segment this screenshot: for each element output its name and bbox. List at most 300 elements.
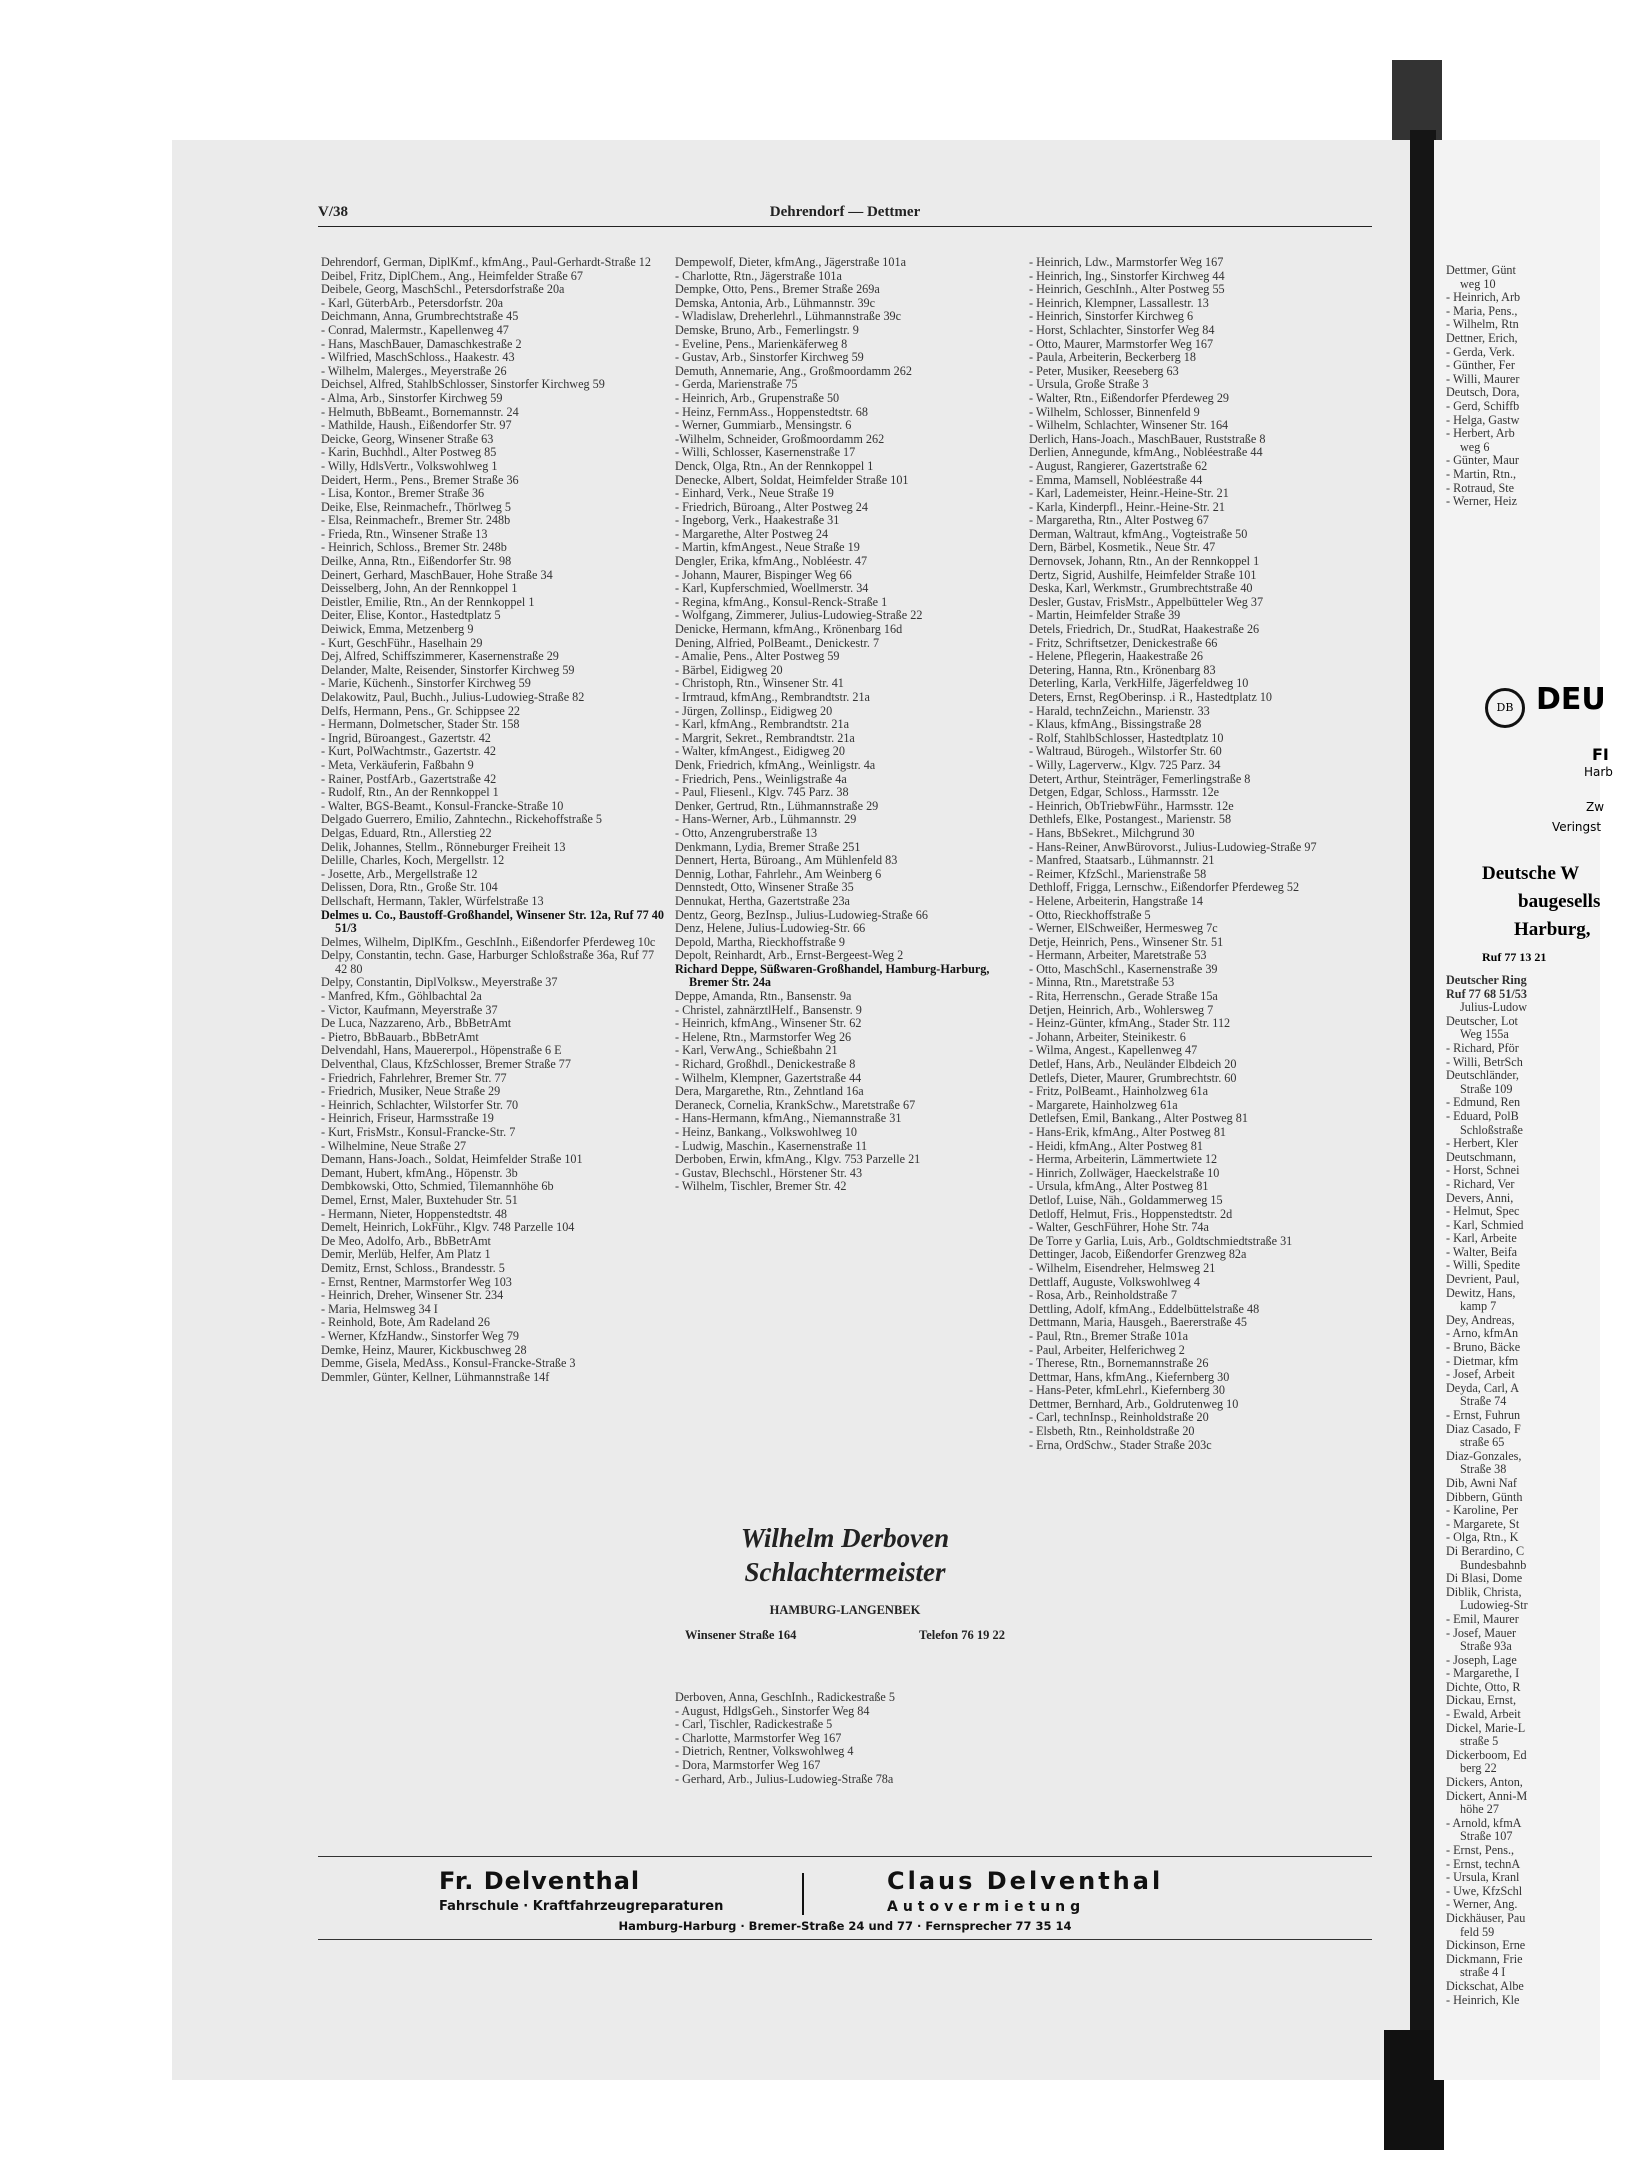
directory-entry: Delfs, Hermann, Pens., Gr. Schippsee 22	[321, 703, 521, 718]
directory-entry: Dethlefs, Elke, Postangest., Marienstr. 58	[1029, 812, 1232, 827]
directory-entry: - Margarete, Hainholzweg 61a	[1029, 1097, 1178, 1112]
book-gutter	[1410, 130, 1436, 2090]
directory-entry: Detlefs, Dieter, Maurer, Grumbrechtstr. 60	[1029, 1070, 1237, 1085]
db-logo-icon: DB	[1485, 688, 1525, 728]
directory-entry: Depold, Martha, Rieckhoffstraße 9	[675, 934, 846, 949]
facing-entry: Straße 107	[1460, 1829, 1513, 1844]
facing-entry: - Horst, Schnei	[1446, 1163, 1520, 1178]
directory-entry: Denz, Helene, Julius-Ludowieg-Str. 66	[675, 921, 866, 936]
directory-entry: Denker, Gertrud, Rtn., Lühmannstraße 29	[675, 798, 879, 813]
directory-entry: - Christoph, Rtn., Winsener Str. 41	[675, 676, 844, 691]
directory-entry: - Fritz, PolBeamt., Hainholzweg 61a	[1029, 1084, 1209, 1099]
directory-entry: - Karin, Buchhdl., Alter Postweg 85	[321, 445, 497, 460]
facing-entry: - Gerda, Verk.	[1446, 344, 1515, 359]
directory-entry: Dennstedt, Otto, Winsener Straße 35	[675, 880, 854, 895]
facing-entry: - Margarete, St	[1446, 1516, 1520, 1531]
directory-entry: - Wolfgang, Zimmerer, Julius-Ludowieg-Straße 22	[675, 608, 923, 623]
facing-entry: Dibbern, Günth	[1446, 1489, 1523, 1504]
directory-entry: - Minna, Rtn., Maretstraße 53	[1029, 975, 1175, 990]
directory-entry: - Heinrich, Schlachter, Wilstorfer Str. 70	[321, 1097, 519, 1112]
facing-entry: Dettmer, Günt	[1446, 263, 1516, 277]
facing-ad-title: DEU	[1536, 682, 1606, 717]
directory-entry: - Walter, kfmAngest., Eidigweg 20	[675, 744, 845, 759]
facing-entry: Ludowieg-Str	[1460, 1598, 1528, 1613]
directory-entry: Derman, Waltraut, kfmAng., Vogteistraße 50	[1029, 526, 1248, 541]
directory-entry: - Heinrich, GeschInh., Alter Postweg 55	[1029, 282, 1225, 297]
facing-page-column-bottom	[1446, 974, 1606, 2007]
facing-entry: Devrient, Paul,	[1446, 1272, 1520, 1287]
facing-ad-line: Zw	[1586, 800, 1605, 814]
facing-ad-line: FI	[1592, 745, 1609, 764]
directory-entry: Demel, Ernst, Maler, Buxtehuder Str. 51	[321, 1192, 518, 1207]
directory-entry: - Helene, Rtn., Marmstorfer Weg 26	[675, 1029, 852, 1044]
directory-entry: Derboben, Erwin, kfmAng., Klgv. 753 Parzelle 21	[675, 1152, 921, 1167]
facing-entry: Deutschländer,	[1446, 1068, 1519, 1083]
ad-trade: Schlachtermeister	[744, 1557, 946, 1587]
directory-entry: - Friedrich, Fahrlehrer, Bremer Str. 77	[321, 1070, 507, 1085]
facing-entry: - Gerd, Schiffb	[1446, 398, 1520, 413]
directory-entry: Deistler, Emilie, Rtn., An der Rennkoppel 1	[321, 594, 535, 609]
facing-entry: - Olga, Rtn., K	[1446, 1530, 1519, 1545]
directory-entry: - Ernst, Rentner, Marmstorfer Weg 103	[321, 1274, 512, 1289]
facing-entry: straße 65	[1460, 1435, 1505, 1450]
directory-entry: Deska, Karl, Werkmstr., Grumbrechtstraße 40	[1029, 581, 1253, 596]
directory-entry: Delille, Charles, Koch, Mergellstr. 12	[321, 853, 505, 868]
directory-entry: - Hermann, Arbeiter, Maretstraße 53	[1029, 948, 1207, 963]
facing-entry: - Arno, kfmAn	[1446, 1326, 1519, 1341]
facing-entry: Diaz-Gonzales,	[1446, 1448, 1522, 1463]
facing-entry: - Heinrich, Kle	[1446, 1992, 1520, 2007]
facing-entry: - Helmut, Spec	[1446, 1204, 1520, 1219]
directory-entry: - Paul, Arbeiter, Helferichweg 2	[1029, 1342, 1185, 1357]
facing-entry: Dickschat, Albe	[1446, 1978, 1524, 1993]
facing-entry: höhe 27	[1460, 1802, 1499, 1817]
directory-entry: - Horst, Schlachter, Sinstorfer Weg 84	[1029, 322, 1215, 337]
directory-entry: - Hans, BbSekret., Milchgrund 30	[1029, 825, 1195, 840]
directory-entry: - Wilhelmine, Neue Straße 27	[321, 1138, 467, 1153]
directory-entry: Demmler, Günter, Kellner, Lühmannstraße 14f	[321, 1369, 550, 1384]
directory-entry: - Wilhelm, Tischler, Bremer Str. 42	[675, 1179, 847, 1194]
directory-entry: - Frieda, Rtn., Winsener Straße 13	[321, 526, 488, 541]
directory-entry: Deraneck, Cornelia, KrankSchw., Maretstraße 67	[675, 1097, 916, 1112]
directory-entry: - Heidi, kfmAng., Alter Postweg 81	[1029, 1138, 1203, 1153]
facing-entry: - Bruno, Bäcke	[1446, 1340, 1521, 1355]
directory-entry: - Karl, kfmAng., Rembrandtstr. 21a	[675, 717, 849, 732]
directory-entry: Detlefsen, Emil, Bankang., Alter Postweg 81	[1029, 1111, 1248, 1126]
facing-entry: Dickhäuser, Pau	[1446, 1910, 1526, 1925]
facing-entry: - Willi, BetrSch	[1446, 1054, 1523, 1069]
facing-entry: - Josef, Mauer	[1446, 1625, 1517, 1640]
directory-entry: Dembkowski, Otto, Schmied, Tilemannhöhe 6b	[321, 1179, 554, 1194]
facing-entry: - Richard, Pför	[1446, 1040, 1519, 1055]
facing-entry: - Rotraud, Ste	[1446, 480, 1515, 495]
directory-entry: - Otto, Rieckhoffstraße 5	[1029, 907, 1151, 922]
facing-entry: Deutschmann,	[1446, 1149, 1517, 1164]
directory-entry: - Willy, Lagerverw., Klgv. 725 Parz. 34	[1029, 757, 1221, 772]
directory-entry: Demant, Hubert, kfmAng., Höpenstr. 3b	[321, 1165, 518, 1180]
directory-entry: Derlien, Annegunde, kfmAng., Nobléestraße 44	[1029, 445, 1263, 460]
directory-entry: Delgas, Eduard, Rtn., Allerstieg 22	[321, 825, 492, 840]
facing-entry: Straße 93a	[1460, 1639, 1512, 1654]
facing-entry: - Josef, Arbeit	[1446, 1367, 1515, 1382]
facing-entry: - Karoline, Per	[1446, 1503, 1519, 1518]
facing-entry: Deyda, Carl, A	[1446, 1380, 1520, 1395]
directory-entry: Deidert, Herm., Pens., Bremer Straße 36	[321, 472, 519, 487]
directory-entry: - Heinz, Bankang., Volkswohlweg 10	[675, 1125, 858, 1139]
ad-delventhal	[318, 1856, 1372, 1940]
directory-entry: - Wilhelm, Schlosser, Binnenfeld 9	[1029, 404, 1200, 419]
directory-entry: De Meo, Adolfo, Arb., BbBetrAmt	[321, 1233, 491, 1248]
directory-entry: - Johann, Maurer, Bispinger Weg 66	[675, 567, 852, 582]
directory-entry: - Herma, Arbeiterin, Lämmertwiete 12	[1029, 1152, 1218, 1167]
directory-column-2-continued	[675, 1691, 1019, 1841]
directory-entry: - Werner, ElSchweißer, Hermesweg 7c	[1029, 921, 1218, 936]
directory-entry: - Werner, Gummiarb., Mensingstr. 6	[675, 418, 852, 433]
ad-right-subtitle: Autovermietung	[887, 1899, 1086, 1915]
directory-entry: - Hans-Werner, Arb., Lühmannstr. 29	[675, 812, 857, 827]
directory-entry: - Karl, VerwAng., Schießbahn 21	[675, 1043, 838, 1058]
directory-entry: - Heinrich, Sinstorfer Kirchweg 6	[1029, 309, 1194, 324]
directory-entry: - Friedrich, Pens., Weinligstraße 4a	[675, 771, 847, 786]
directory-entry: - Alma, Arb., Sinstorfer Kirchweg 59	[321, 390, 503, 405]
facing-entry: Dickinson, Erne	[1446, 1938, 1526, 1953]
directory-entry: Demke, Heinz, Maurer, Kickbuschweg 28	[321, 1342, 527, 1357]
directory-entry: Demir, Merlüb, Helfer, Am Platz 1	[321, 1247, 491, 1262]
facing-page-column-top	[1446, 264, 1606, 509]
directory-entry: Dettmar, Hans, kfmAng., Kiefernberg 30	[1029, 1369, 1230, 1384]
ad-left-title: Fr. Delventhal	[439, 1867, 641, 1895]
directory-entry: - Werner, KfzHandw., Sinstorfer Weg 79	[321, 1328, 520, 1343]
directory-entry: Deike, Else, Reinmachefr., Thörlweg 5	[321, 499, 511, 514]
directory-entry: Detert, Arthur, Steinträger, Femerlingstraße 8	[1029, 771, 1251, 786]
facing-entry: Dib, Awni Naf	[1446, 1475, 1517, 1490]
directory-entry: - Dora, Marmstorfer Weg 167	[675, 1757, 821, 1772]
facing-entry: Deutscher Ring	[1446, 973, 1527, 987]
facing-entry: - Willi, Spedite	[1446, 1258, 1521, 1273]
directory-entry: - Kurt, GeschFühr., Haselhain 29	[321, 635, 483, 650]
directory-entry: - Ursula, Große Straße 3	[1029, 377, 1149, 392]
directory-entry: - Hinrich, Zollwäger, Haeckelstraße 10	[1029, 1165, 1220, 1180]
directory-entry: - Charlotte, Rtn., Jägerstraße 101a	[675, 268, 842, 283]
directory-entry: Detje, Heinrich, Pens., Winsener Str. 51	[1029, 934, 1224, 949]
directory-entry: Dentz, Georg, BezInsp., Julius-Ludowieg-Straße 66	[675, 907, 928, 922]
facing-ad-line: Harb	[1584, 765, 1613, 779]
directory-entry: - Paul, Fliesenl., Klgv. 745 Parz. 38	[675, 785, 849, 800]
directory-entry: Deppe, Amanda, Rtn., Bansenstr. 9a	[675, 989, 852, 1004]
facing-entry: - Willi, Maurer	[1446, 371, 1520, 386]
directory-entry: - Gerda, Marienstraße 75	[675, 377, 798, 392]
facing-entry: Straße 74	[1460, 1394, 1507, 1409]
directory-entry: - Peter, Musiker, Reeseberg 63	[1029, 363, 1179, 378]
directory-entry: - Karla, Kinderpfl., Heinr.-Heine-Str. 21	[1029, 499, 1225, 514]
directory-entry: - Helmuth, BbBeamt., Bornemannstr. 24	[321, 404, 519, 419]
directory-entry: - Paul, Rtn., Bremer Straße 101a	[1029, 1328, 1189, 1343]
facing-entry: - Ernst, Pens.,	[1446, 1843, 1515, 1857]
directory-entry: Delander, Malte, Reisender, Sinstorfer Kirchweg 59	[321, 662, 575, 677]
directory-entry: - Wilfried, MaschSchloss., Haakestr. 43	[321, 350, 515, 365]
directory-entry: - Wilhelm, Schlachter, Winsener Str. 164	[1029, 418, 1229, 433]
directory-entry: Delmes u. Co., Baustoff-Großhandel, Winsener Str. 12a, Ruf 77 40 51/3	[321, 907, 664, 936]
directory-entry: Deibele, Georg, MaschSchl., Petersdorfstraße 20a	[321, 282, 565, 297]
directory-entry: - Heinz, FernmAss., Hoppenstedtstr. 68	[675, 404, 868, 419]
facing-entry: - Ursula, Kranl	[1446, 1870, 1520, 1885]
facing-entry: - Herbert, Kler	[1446, 1136, 1519, 1151]
facing-entry: weg 10	[1460, 276, 1496, 291]
directory-entry: Demska, Antonia, Arb., Lühmannstr. 39c	[675, 295, 876, 310]
ad-name: Wilhelm Derboven	[740, 1523, 950, 1553]
facing-entry: Schloßstraße	[1460, 1122, 1523, 1137]
ad-right-title: Claus Delventhal	[887, 1867, 1164, 1895]
directory-entry: - Wilma, Angest., Kapellenweg 47	[1029, 1043, 1198, 1058]
directory-entry: - Ursula, kfmAng., Alter Postweg 81	[1029, 1179, 1209, 1194]
directory-entry: Delik, Johannes, Stellm., Rönneburger Freiheit 13	[321, 839, 566, 854]
directory-entry: - Willy, HdlsVertr., Volkswohlweg 1	[321, 458, 498, 473]
directory-entry: - Rainer, PostfArb., Gazertstraße 42	[321, 771, 497, 786]
directory-entry: - Hans-Hermann, kfmAng., Niemannstraße 31	[675, 1111, 902, 1126]
directory-entry: - Hermann, Nieter, Hoppenstedtstr. 48	[321, 1206, 508, 1221]
facing-entry: - Werner, Heiz	[1446, 494, 1518, 509]
facing-entry: Dickert, Anni-M	[1446, 1788, 1528, 1803]
directory-entry: - Regina, kfmAng., Konsul-Renck-Straße 1	[675, 594, 888, 609]
directory-entry: - Heinrich, Dreher, Winsener Str. 234	[321, 1288, 504, 1303]
directory-entry: - Hans, MaschBauer, Damaschkestraße 2	[321, 336, 522, 351]
facing-entry: Dickmann, Frie	[1446, 1951, 1523, 1966]
facing-entry: - Werner, Ang.	[1446, 1897, 1518, 1912]
directory-column-1	[321, 256, 665, 1836]
directory-entry: - Margarethe, Alter Postweg 24	[675, 526, 829, 541]
facing-ad-line: Veringst	[1552, 820, 1602, 834]
facing-entry: Dichte, Otto, R	[1446, 1679, 1521, 1694]
facing-entry: - Uwe, KfzSchl	[1446, 1883, 1523, 1898]
facing-entry: Dettner, Erich,	[1446, 330, 1518, 345]
directory-entry: Deterling, Karla, VerkHilfe, Jägerfeldweg 10	[1029, 676, 1249, 691]
directory-entry: Desler, Gustav, FrisMstr., Appelbütteler Weg 37	[1029, 594, 1264, 609]
directory-entry: - Maria, Helmsweg 34 I	[321, 1301, 438, 1316]
directory-entry: - Walter, BGS-Beamt., Konsul-Francke-Straße 10	[321, 798, 564, 813]
directory-entry: - Gustav, Arb., Sinstorfer Kirchweg 59	[675, 350, 864, 365]
directory-entry: - Jürgen, Zollinsp., Eidigweg 20	[675, 703, 833, 718]
directory-entry: - Meta, Verkäuferin, Faßbahn 9	[321, 757, 474, 772]
directory-entry: Dettling, Adolf, kfmAng., Eddelbüttelstraße 48	[1029, 1301, 1260, 1316]
directory-entry: - Martin, kfmAngest., Neue Straße 19	[675, 540, 860, 555]
directory-entry: - Karl, Lademeister, Heinr.-Heine-Str. 21	[1029, 486, 1229, 501]
directory-entry: - Wilhelm, Malerges., Meyerstraße 26	[321, 363, 507, 378]
directory-entry: - Ingrid, Büroangest., Gazertstr. 42	[321, 730, 491, 745]
directory-entry: Dej, Alfred, Schiffszimmerer, Kasernenstraße 29	[321, 649, 559, 664]
directory-entry: - Josette, Arb., Mergellstraße 12	[321, 866, 478, 881]
directory-entry: - Walter, GeschFührer, Hohe Str. 74a	[1029, 1220, 1209, 1235]
directory-entry: Demann, Hans-Joach., Soldat, Heimfelder Straße 101	[321, 1152, 583, 1167]
directory-entry: - Heinrich, Ldw., Marmstorfer Weg 167	[1029, 255, 1224, 269]
directory-entry: Detlof, Luise, Näh., Goldammerweg 15	[1029, 1192, 1223, 1207]
directory-entry: - Therese, Rtn., Bornemannstraße 26	[1029, 1356, 1209, 1371]
directory-entry: Richard Deppe, Süßwaren-Großhandel, Hamburg-Harburg, Bremer Str. 24a	[675, 961, 990, 990]
directory-entry: - Klaus, kfmAng., Bissingstraße 28	[1029, 717, 1202, 732]
directory-entry: - Hans-Reiner, AnwBürovorst., Julius-Ludowieg-Straße 97	[1029, 839, 1317, 854]
directory-entry: Deters, Ernst, RegOberinsp. .i R., Hastedtplatz 10	[1029, 690, 1273, 704]
directory-entry: - Manfred, Kfm., Göhlbachtal 2a	[321, 989, 482, 1004]
facing-entry: straße 4 I	[1460, 1965, 1506, 1980]
facing-entry: - Ewald, Arbeit	[1446, 1707, 1521, 1722]
page-number: V/38	[318, 204, 348, 220]
directory-entry: - Paula, Arbeiterin, Beckerberg 18	[1029, 350, 1196, 365]
directory-entry: Derboven, Anna, GeschInh., Radickestraße 5	[675, 1690, 895, 1704]
facing-entry: - Ernst, Fuhrun	[1446, 1408, 1521, 1422]
directory-entry: Derlich, Hans-Joach., MaschBauer, Ruststraße 8	[1029, 431, 1266, 446]
directory-entry: Detering, Hanna, Rtn., Krönenbarg 83	[1029, 662, 1216, 677]
directory-entry: Deilke, Anna, Rtn., Eißendorfer Str. 98	[321, 554, 512, 569]
facing-entry: - Günther, Fer	[1446, 358, 1515, 373]
directory-entry: Dern, Bärbel, Kosmetik., Neue Str. 47	[1029, 540, 1216, 555]
directory-entry: Deinert, Gerhard, MaschBauer, Hohe Straße 34	[321, 567, 553, 582]
directory-entry: - Pietro, BbBauarb., BbBetrAmt	[321, 1029, 479, 1044]
facing-entry: - Günter, Maur	[1446, 453, 1519, 468]
facing-entry: - Maria, Pens.,	[1446, 303, 1518, 318]
directory-entry: - Hermann, Dolmetscher, Stader Str. 158	[321, 717, 520, 732]
directory-entry: - Heinrich, Schloss., Bremer Str. 248b	[321, 540, 507, 555]
facing-entry: Dewitz, Hans,	[1446, 1285, 1516, 1300]
directory-entry: - Ingeborg, Verk., Haakestraße 31	[675, 513, 840, 528]
directory-entry: - Rita, Herrenschn., Gerade Straße 15a	[1029, 989, 1218, 1004]
directory-entry: Dera, Margarethe, Rtn., Zehntland 16a	[675, 1084, 864, 1099]
facing-entry: Straße 109	[1460, 1081, 1513, 1096]
directory-entry: - Gerhard, Arb., Julius-Ludowieg-Straße 78a	[675, 1771, 894, 1786]
directory-entry: - Elsbeth, Rtn., Reinholdstraße 20	[1029, 1424, 1195, 1439]
facing-entry: straße 5	[1460, 1734, 1499, 1749]
facing-entry: Straße 38	[1460, 1462, 1507, 1477]
directory-entry: Dettmann, Maria, Hausgeh., Baererstraße 45	[1029, 1315, 1247, 1330]
directory-entry: - Rolf, StahlbSchlosser, Hastedtplatz 10	[1029, 730, 1224, 745]
directory-entry: Denck, Olga, Rtn., An der Rennkoppel 1	[675, 458, 874, 473]
directory-entry: Depolt, Reinhardt, Arb., Ernst-Bergeest-Weg 2	[675, 948, 904, 963]
directory-entry: Delventhal, Claus, KfzSchlosser, Bremer Straße 77	[321, 1057, 571, 1072]
directory-entry: - Margaretha, Rtn., Alter Postweg 67	[1029, 513, 1209, 528]
directory-entry: - Fritz, Schriftsetzer, Denickestraße 66	[1029, 635, 1218, 650]
facing-entry: Di Blasi, Dome	[1446, 1571, 1523, 1586]
directory-entry: - Bärbel, Eidigweg 20	[675, 662, 783, 677]
directory-entry: - Heinrich, Friseur, Harmsstraße 19	[321, 1111, 494, 1126]
facing-entry: - Karl, Arbeite	[1446, 1231, 1517, 1246]
directory-entry: Dertz, Sigrid, Aushilfe, Heimfelder Straße 101	[1029, 567, 1257, 582]
directory-entry: - Waltraud, Bürogeh., Wilstorfer Str. 60	[1029, 744, 1222, 759]
directory-entry: De Luca, Nazzareno, Arb., BbBetrAmt	[321, 1016, 512, 1031]
ad-left-subtitle: Fahrschule · Kraftfahrzeugreparaturen	[439, 1899, 724, 1914]
directory-entry: Demske, Bruno, Arb., Femerlingstr. 9	[675, 322, 859, 337]
facing-entry: - Wilhelm, Rtn	[1446, 317, 1519, 332]
directory-entry: - Helene, Pflegerin, Haakestraße 26	[1029, 649, 1203, 664]
facing-entry: - Richard, Ver	[1446, 1176, 1515, 1191]
directory-entry: - Charlotte, Marmstorfer Weg 167	[675, 1730, 842, 1745]
facing-entry: Julius-Ludow	[1460, 1000, 1528, 1015]
facing-entry: - Helga, Gastw	[1446, 412, 1520, 427]
directory-entry: - Amalie, Pens., Alter Postweg 59	[675, 649, 840, 664]
directory-entry: - Heinrich, ObTriebwFühr., Harmsstr. 12e	[1029, 798, 1234, 813]
directory-entry: - Marie, Küchenh., Sinstorfer Kirchweg 59	[321, 676, 531, 691]
facing-entry: - Arnold, kfmA	[1446, 1815, 1522, 1830]
facing-entry: - Joseph, Lage	[1446, 1652, 1517, 1667]
directory-entry: - Heinrich, Klempner, Lassallestr. 13	[1029, 295, 1209, 310]
directory-entry: Demme, Gisela, MedAss., Konsul-Francke-Straße 3	[321, 1356, 576, 1371]
directory-entry: - Walter, Rtn., Eißendorfer Pferdeweg 29	[1029, 390, 1230, 405]
facing-entry: Diaz Casado, F	[1446, 1421, 1521, 1436]
directory-entry: - Wladislaw, Dreherlehrl., Lühmannstraße 39c	[675, 309, 902, 324]
directory-entry: - August, Rangierer, Gazertstraße 62	[1029, 458, 1208, 473]
directory-entry: - Reinhold, Bote, Am Radeland 26	[321, 1315, 490, 1330]
directory-entry: - Reimer, KfzSchl., Marienstraße 58	[1029, 866, 1207, 881]
directory-entry: - Helene, Arbeiterin, Hangstraße 14	[1029, 893, 1203, 908]
directory-entry: Demelt, Heinrich, LokFühr., Klgv. 748 Parzelle 104	[321, 1220, 575, 1235]
directory-entry: - Elsa, Reinmachefr., Bremer Str. 248b	[321, 513, 511, 528]
directory-entry: Dempke, Otto, Pens., Bremer Straße 269a	[675, 282, 880, 297]
directory-entry: - Lisa, Kontor., Bremer Straße 36	[321, 486, 485, 501]
directory-entry: - Dietrich, Rentner, Volkswohlweg 4	[675, 1744, 854, 1759]
directory-entry: - Martin, Heimfelder Straße 39	[1029, 608, 1181, 623]
directory-entry: Detels, Friedrich, Dr., StudRat, Haakestraße 26	[1029, 622, 1260, 637]
binding-edge-top	[1392, 60, 1442, 140]
directory-entry: - Johann, Arbeiter, Steinikestr. 6	[1029, 1029, 1186, 1044]
directory-entry: - Eveline, Pens., Marienkäferweg 8	[675, 336, 848, 351]
ad-address: Hamburg-Harburg · Bremer-Straße 24 und 77 · Fernsprecher 77 35 14	[618, 1919, 1072, 1933]
directory-entry: Detloff, Helmut, Fris., Hoppenstedtstr. 2d	[1029, 1206, 1233, 1221]
directory-entry: Denkmann, Lydia, Bremer Straße 251	[675, 839, 861, 854]
directory-entry: Deichsel, Alfred, StahlbSchlosser, Sinstorfer Kirchweg 59	[321, 377, 605, 392]
page-header	[318, 204, 1372, 227]
directory-entry: - Margrit, Sekret., Rembrandtstr. 21a	[675, 730, 855, 745]
directory-entry: - Harald, technZeichn., Marienstr. 33	[1029, 703, 1210, 718]
directory-entry: - Manfred, Staatsarb., Lühmannstr. 21	[1029, 853, 1215, 868]
directory-entry: - Richard, Großhdl., Denickestraße 8	[675, 1057, 856, 1072]
directory-entry: Dettinger, Jacob, Eißendorfer Grenzweg 82a	[1029, 1247, 1247, 1262]
facing-ad2-line: Harburg,	[1514, 919, 1591, 940]
facing-entry: - Emil, Maurer	[1446, 1611, 1519, 1626]
facing-entry: berg 22	[1460, 1761, 1497, 1776]
directory-entry: - Ludwig, Maschin., Kasernenstraße 11	[675, 1138, 868, 1153]
directory-entry: Delmes, Wilhelm, DiplKfm., GeschInh., Eißendorfer Pferdeweg 10c	[321, 934, 656, 949]
directory-entry: Delakowitz, Paul, Buchh., Julius-Ludowieg-Straße 82	[321, 690, 585, 704]
facing-entry: weg 6	[1460, 439, 1490, 454]
facing-entry: Ruf 77 68 51/53	[1446, 986, 1527, 1001]
directory-entry: Deichmann, Anna, Grumbrechtstraße 45	[321, 309, 519, 324]
directory-entry: Detjen, Heinrich, Arb., Wohlersweg 7	[1029, 1002, 1214, 1017]
ad-wilhelm-derboven	[675, 1521, 1015, 1661]
directory-entry: Delgado Guerrero, Emilio, Zahntechn., Rickehoffstraße 5	[321, 812, 603, 827]
directory-entry: - Carl, Tischler, Radickestraße 5	[675, 1717, 833, 1732]
directory-entry: - Erna, OrdSchw., Stader Straße 203c	[1029, 1437, 1212, 1452]
directory-entry: - Wilhelm, Eisendreher, Helmsweg 21	[1029, 1260, 1216, 1275]
facing-entry: - Dietmar, kfm	[1446, 1353, 1519, 1368]
ad-location: HAMBURG-LANGENBEK	[769, 1603, 921, 1617]
directory-column-3	[1029, 256, 1373, 1836]
directory-entry: - Heinrich, Ing., Sinstorfer Kirchweg 44	[1029, 268, 1225, 283]
directory-entry: - Emma, Mamsell, Nobléestraße 44	[1029, 472, 1203, 487]
facing-entry: Dickerboom, Ed	[1446, 1747, 1527, 1762]
facing-entry: Bundesbahnb	[1460, 1557, 1527, 1572]
directory-entry: Dengler, Erika, kfmAng., Nobléestr. 47	[675, 554, 868, 569]
facing-entry: Dey, Andreas,	[1446, 1312, 1515, 1327]
directory-entry: Dennukat, Hertha, Gazertstraße 23a	[675, 893, 850, 908]
directory-entry: - Conrad, Malermstr., Kapellenweg 47	[321, 322, 509, 337]
directory-entry: - August, HdlgsGeh., Sinstorfer Weg 84	[675, 1703, 870, 1718]
directory-entry: - Willi, Schlosser, Kasernenstraße 17	[675, 445, 856, 460]
directory-entry: - Rudolf, Rtn., An der Rennkoppel 1	[321, 785, 499, 800]
directory-entry: Dethloff, Frigga, Lernschw., Eißendorfer Pferdeweg 52	[1029, 880, 1300, 895]
facing-entry: Deutscher, Lot	[1446, 1013, 1518, 1028]
directory-entry: Detlef, Hans, Arb., Neuländer Elbdeich 20	[1029, 1057, 1237, 1072]
directory-entry: Denk, Friedrich, kfmAng., Weinligstr. 4a	[675, 757, 876, 772]
directory-entry: - Kurt, PolWachtmstr., Gazertstr. 42	[321, 744, 497, 759]
directory-entry: - Friedrich, Büroang., Alter Postweg 24	[675, 499, 868, 514]
facing-entry: Deutsch, Dora,	[1446, 385, 1520, 400]
